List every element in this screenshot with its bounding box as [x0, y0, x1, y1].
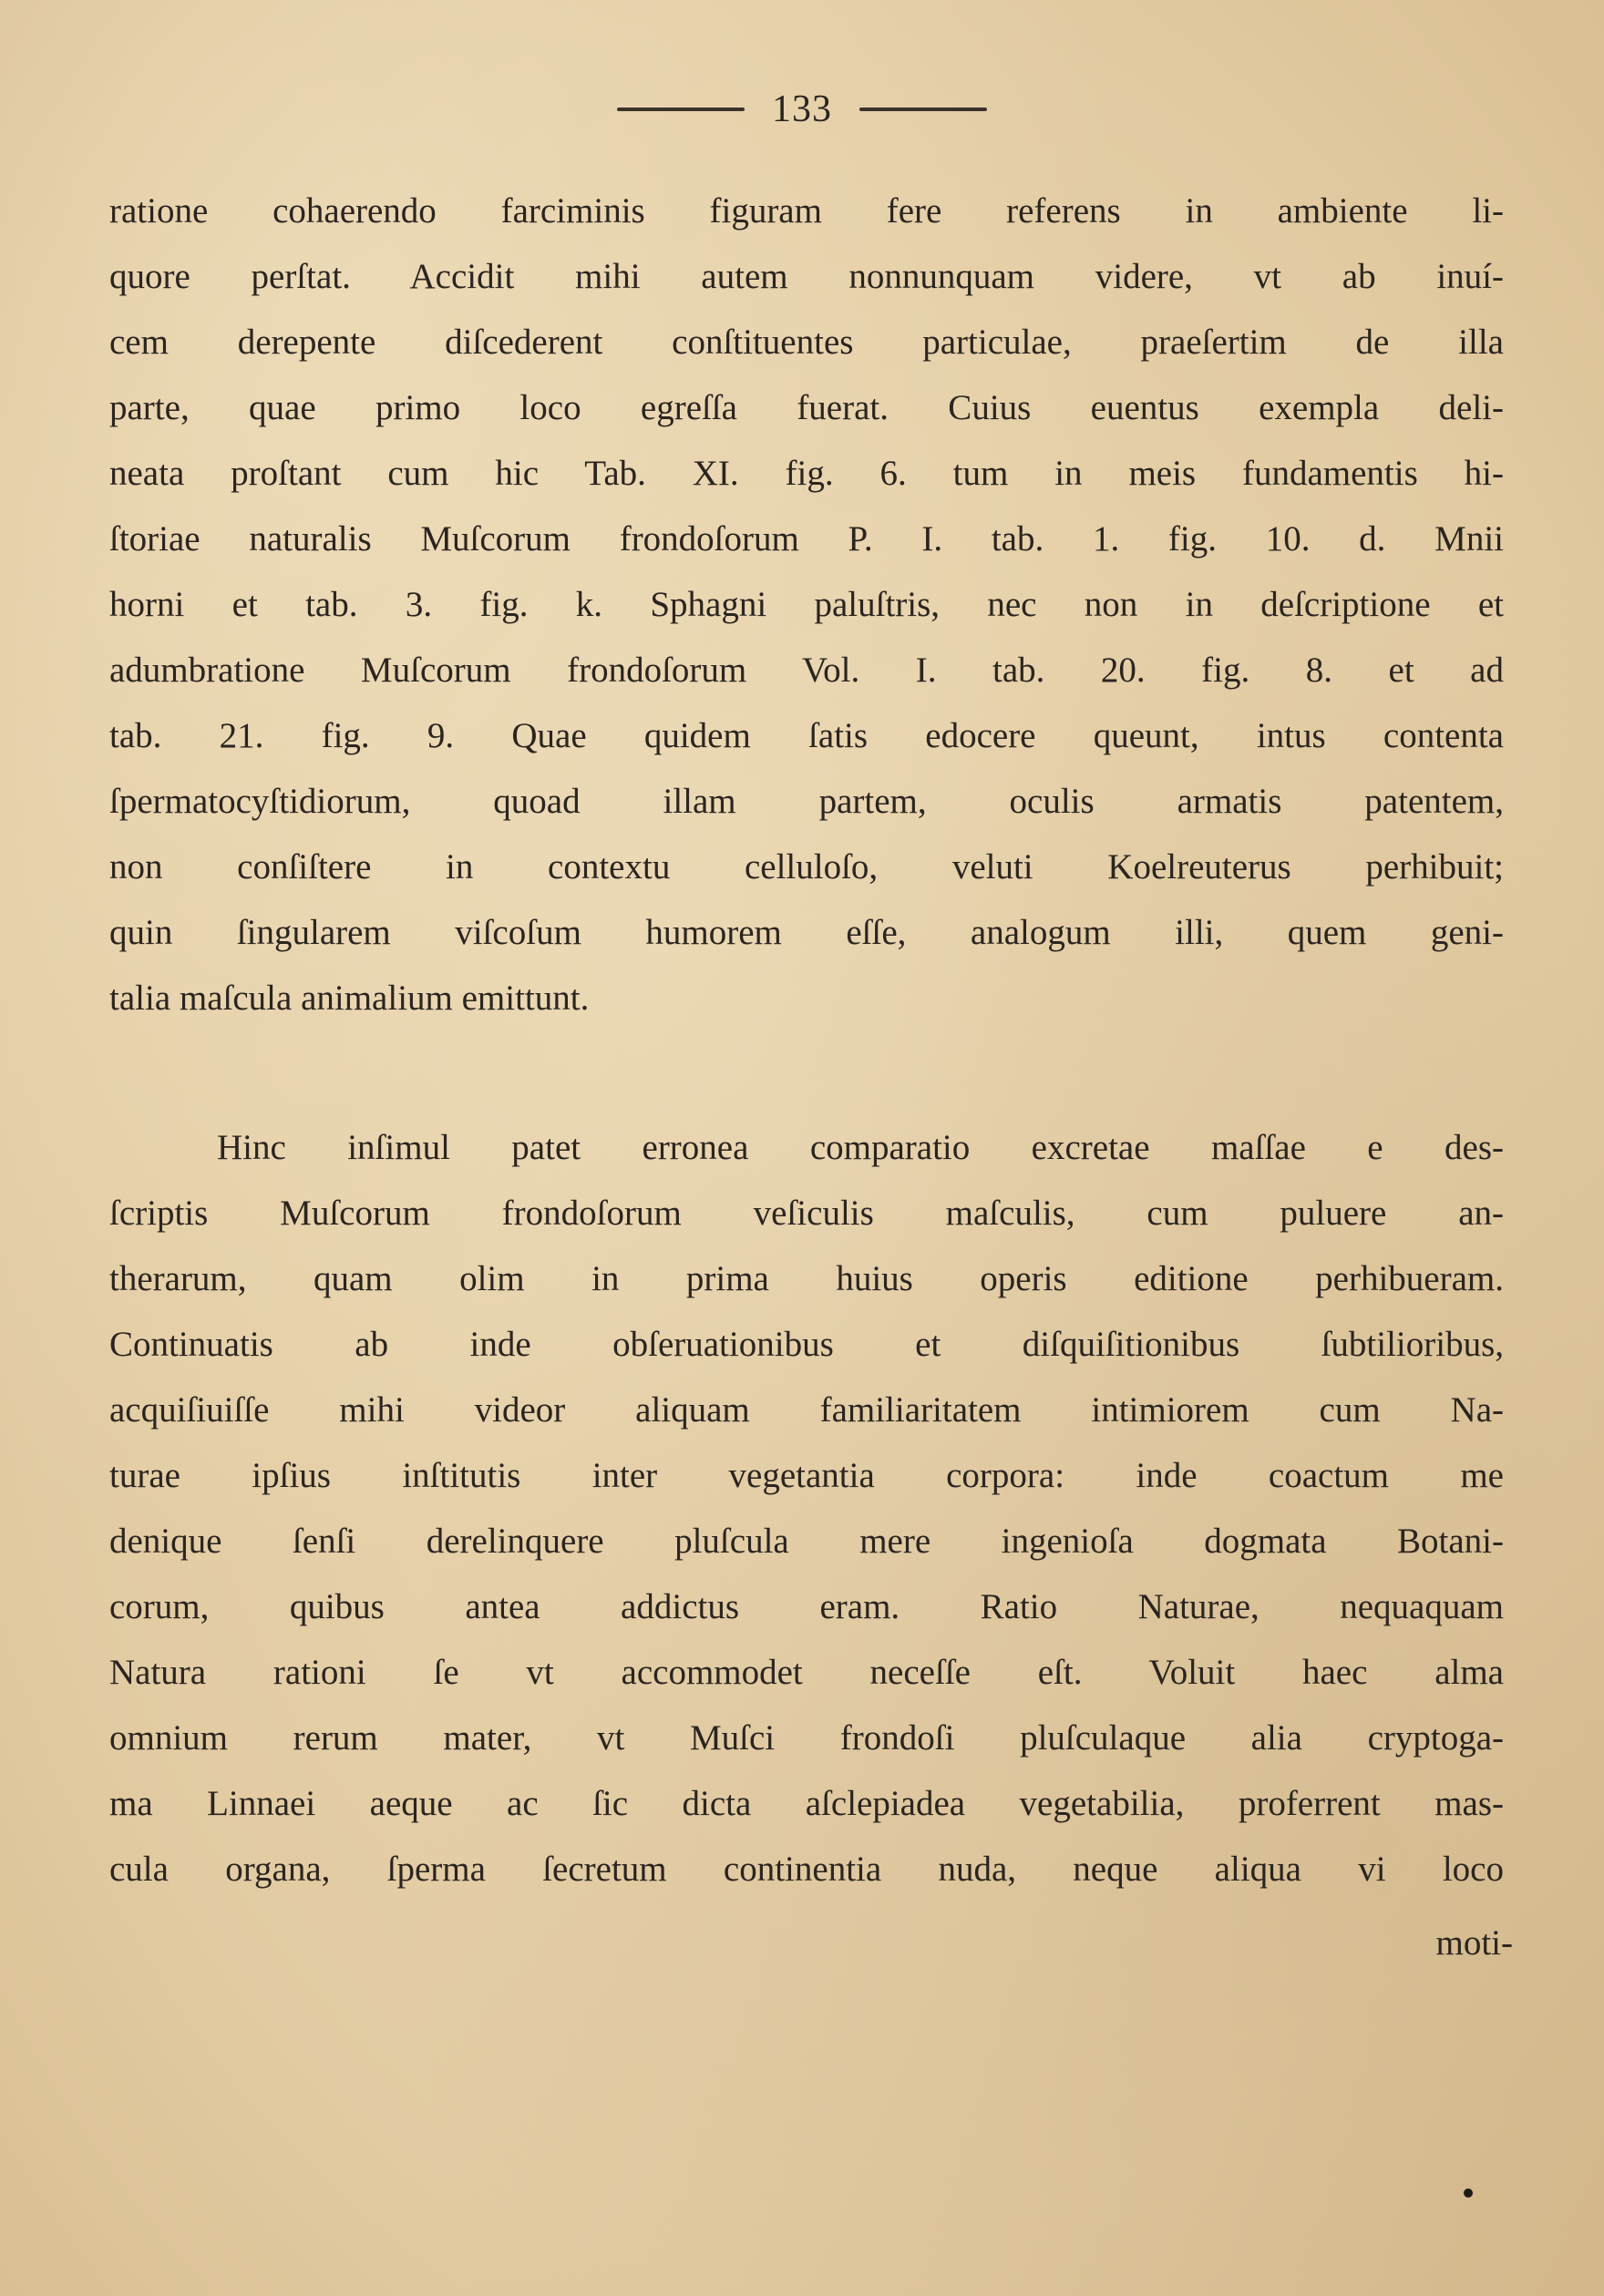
- text-line: adumbratione Muſcorum frondoſorum Vol. I. tab. 20. fig. 8. et ad: [109, 651, 1504, 690]
- text-line: therarum, quam olim in prima huius operis editione perhibueram.: [109, 1259, 1504, 1298]
- text-line: ratione cohaerendo farciminis figuram fere referens in ambiente li-: [109, 191, 1504, 231]
- text-line: Hinc inſimul patet erronea comparatio excretae maſſae e des-: [217, 1128, 1504, 1167]
- text-line: corum, quibus antea addictus eram. Ratio Naturae, nequaquam: [109, 1587, 1504, 1626]
- ink-speck: [1464, 2188, 1473, 2198]
- page-header: [0, 87, 1604, 131]
- text-line: ſpermatocyſtidiorum, quoad illam partem, oculis armatis patentem,: [109, 782, 1504, 821]
- text-line: quore perſtat. Accidit mihi autem nonnunquam videre, vt ab inuí-: [109, 257, 1504, 296]
- paragraph-1: [109, 179, 1504, 1031]
- text-line: Natura rationi ſe vt accommodet neceſſe eſt. Voluit haec alma: [109, 1653, 1504, 1692]
- text-line: Continuatis ab inde obſeruationibus et diſquiſitionibus ſubtilioribus,: [109, 1325, 1504, 1364]
- text-line: talia maſcula animalium emittunt.: [109, 979, 590, 1018]
- text-line: parte, quae primo loco egreſſa fuerat. Cuius euentus exempla deli-: [109, 388, 1504, 427]
- catchword: moti-: [1435, 1923, 1513, 1963]
- text-line: turae ipſius inſtitutis inter vegetantia corpora: inde coactum me: [109, 1456, 1504, 1495]
- text-line: omnium rerum mater, vt Muſci frondoſi pluſculaque alia cryptoga-: [109, 1718, 1504, 1758]
- text-line: cem derepente diſcederent conſtituentes particulae, praeſertim de illa: [109, 323, 1504, 362]
- page-number: 133: [772, 88, 832, 130]
- text-line: cula organa, ſperma ſecretum continentia nuda, neque aliqua vi loco: [109, 1850, 1504, 1889]
- text-line: tab. 21. fig. 9. Quae quidem ſatis edocere queunt, intus contenta: [109, 716, 1504, 755]
- text-line: acquiſiuiſſe mihi videor aliquam familiaritatem intimiorem cum Na-: [109, 1390, 1504, 1430]
- paragraph-2: [109, 1115, 1504, 1902]
- text-line: ſtoriae naturalis Muſcorum frondoſorum P. I. tab. 1. fig. 10. d. Mnii: [109, 519, 1504, 559]
- text-line: horni et tab. 3. fig. k. Sphagni paluſtris, nec non in deſcriptione et: [109, 585, 1504, 624]
- text-line: neata proſtant cum hic Tab. XI. fig. 6. tum in meis fundamentis hi-: [109, 454, 1504, 493]
- text-line: ſcriptis Muſcorum frondoſorum veſiculis maſculis, cum puluere an-: [109, 1194, 1504, 1233]
- text-line: non conſiſtere in contextu celluloſo, veluti Koelreuterus perhibuit;: [109, 847, 1504, 887]
- header-rule-right: [859, 108, 987, 111]
- header-rule-left: [617, 108, 745, 111]
- text-line: ma Linnaei aeque ac ſic dicta aſclepiadea vegetabilia, proferrent mas-: [109, 1784, 1504, 1823]
- text-line: quin ſingularem viſcoſum humorem eſſe, analogum illi, quem geni-: [109, 913, 1504, 952]
- text-line: denique ſenſi derelinquere pluſcula mere ingenioſa dogmata Botani-: [109, 1522, 1504, 1561]
